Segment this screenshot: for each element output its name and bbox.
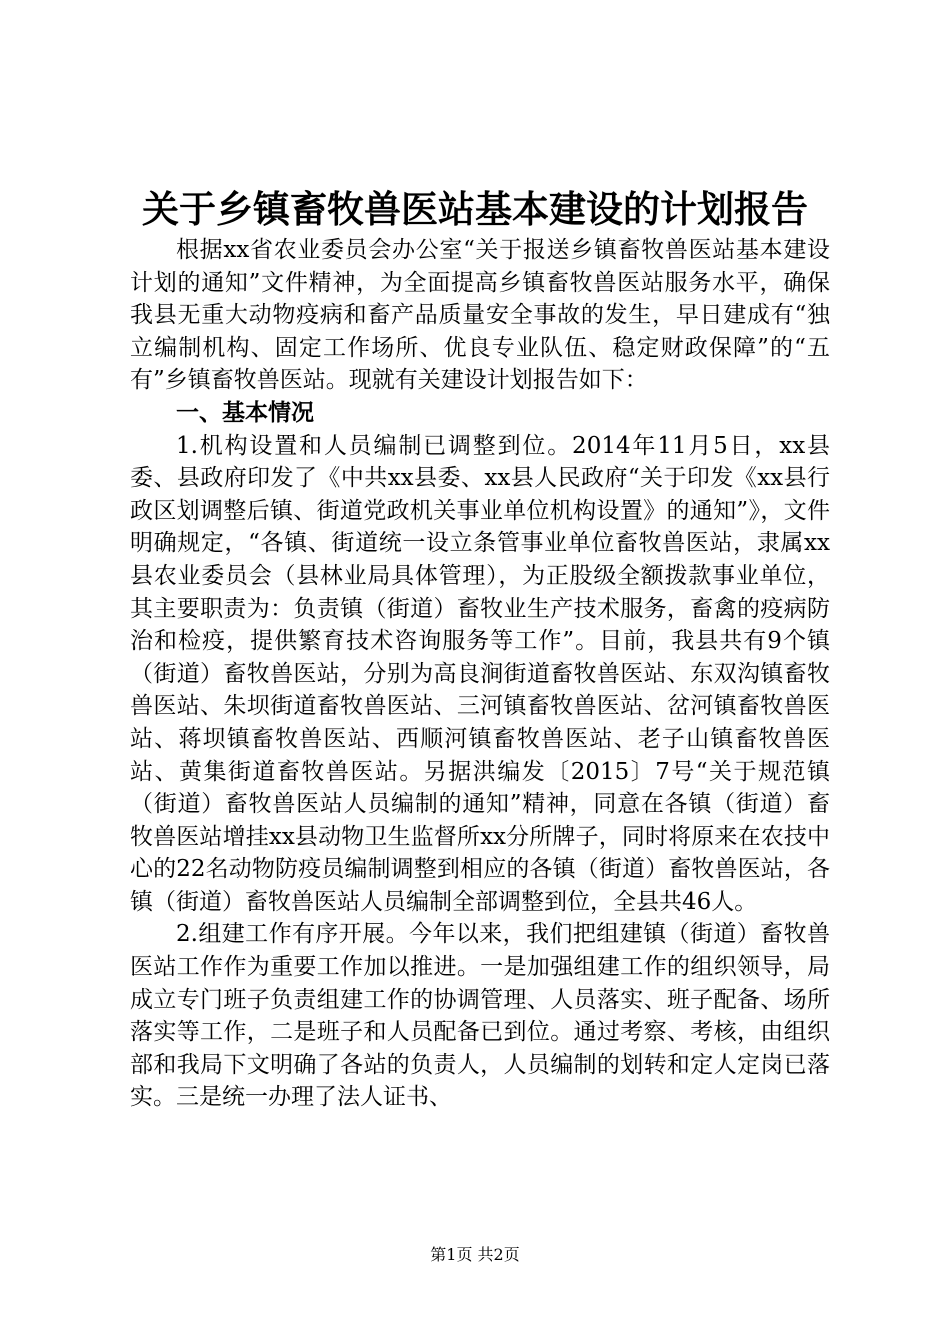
- paragraph-organization-work: 2.组建工作有序开展。今年以来，我们把组建镇（街道）畜牧兽医站工作作为重要工作加以推进。一是加强组建工作的组织领导，局成立专门班子负责组建工作的协调管理、人员落实、班子配备、场所落实等工作，二是班子和人员配备已到位。通过考察、考核，由组织部和我局下文明确了各站的负责人，人员编制的划转和定人定岗已落实。三是统一办理了法人证书、: [130, 921, 830, 1111]
- document-body: [130, 234, 830, 1114]
- page-footer: 第1页 共2页: [430, 1245, 520, 1264]
- paragraph-institution-setup: 1.机构设置和人员编制已调整到位。2014年11月5日，xx县委、县政府印发了《中共xx县委、xx县人民政府“关于印发《xx县行政区划调整后镇、街道党政机关事业单位机构设置》的通知”》，文件明确规定，“各镇、街道统一设立条管事业单位畜牧兽医站，隶属xx县农业委员会（县林业局具体管理），为正股级全额拨款事业单位，其主要职责为：负责镇（街道）畜牧业生产技术服务，畜禽的疫病防治和检疫，提供繁育技术咨询服务等工作”。目前，我县共有9个镇（街道）畜牧兽医站，分别为高良涧街道畜牧兽医站、东双沟镇畜牧兽医站、朱坝街道畜牧兽医站、三河镇畜牧兽医站、岔河镇畜牧兽医站、蒋坝镇畜牧兽医站、西顺河镇畜牧兽医站、老子山镇畜牧兽医站、黄集街道畜牧兽医站。另据洪编发〔2015〕7号“关于规范镇（街道）畜牧兽医站人员编制的通知”精神，同意在各镇（街道）畜牧兽医站增挂xx县动物卫生监督所xx分所牌子，同时将原来在农技中心的22名动物防疫员编制调整到相应的各镇（街道）畜牧兽医站，各镇（街道）畜牧兽医站人员编制全部调整到位，全县共46人。: [130, 432, 830, 915]
- document-title: 关于乡镇畜牧兽医站基本建设的计划报告: [142, 187, 808, 231]
- section-heading-basic-situation: 一、基本情况: [176, 398, 314, 426]
- intro-paragraph: 根据xx省农业委员会办公室“关于报送乡镇畜牧兽医站基本建设计划的通知”文件精神，为全面提高乡镇畜牧兽医站服务水平，确保我县无重大动物疫病和畜产品质量安全事故的发生，早日建成有“独立编制机构、固定工作场所、优良专业队伍、稳定财政保障”的“五有”乡镇畜牧兽医站。现就有关建设计划报告如下：: [130, 237, 830, 394]
